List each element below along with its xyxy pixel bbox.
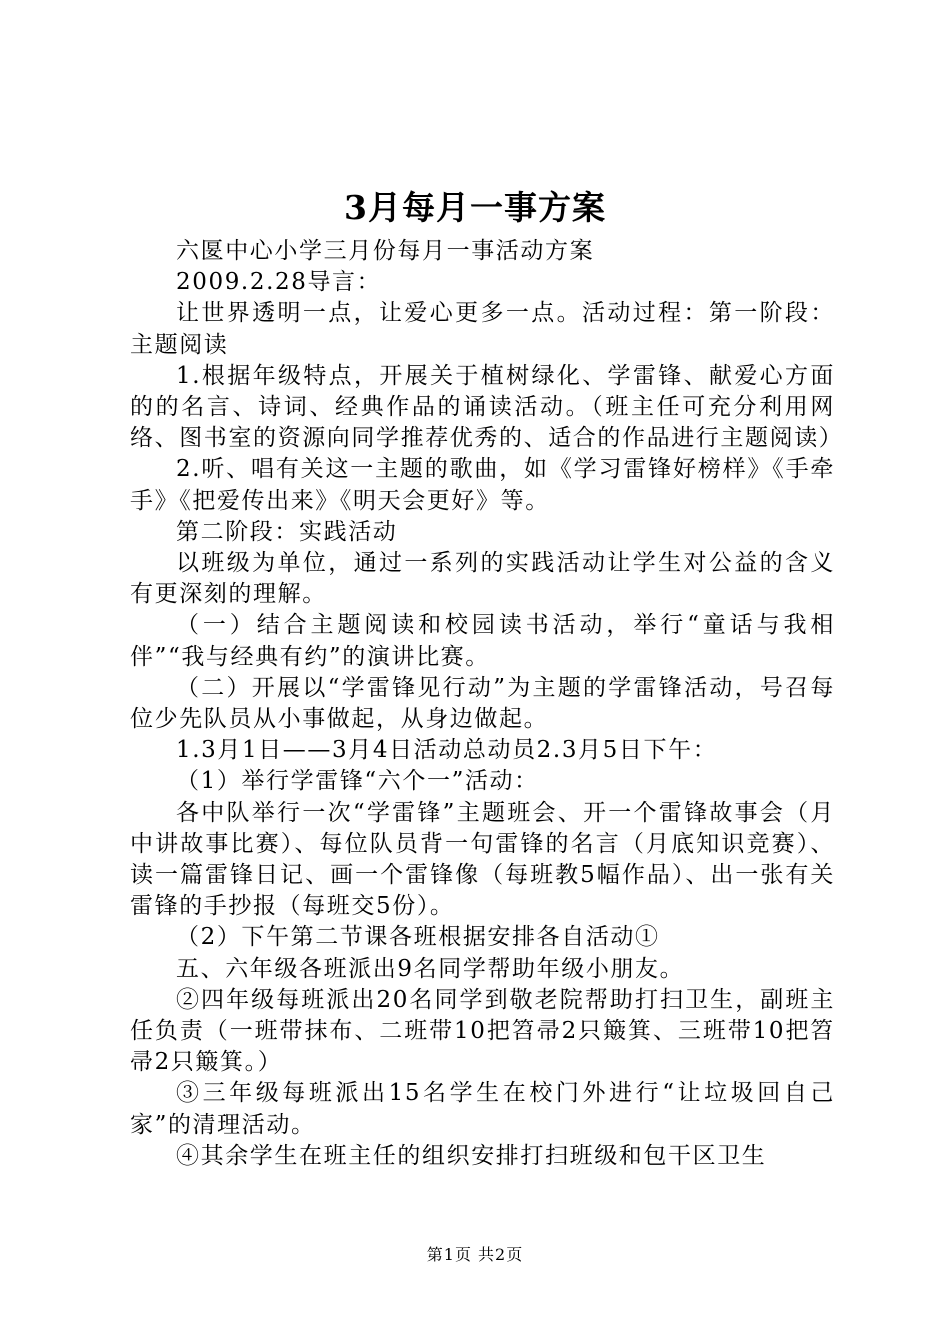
paragraph: （一）结合主题阅读和校园读书活动，举行“童话与我相伴”“我与经典有约”的演讲比赛。: [130, 612, 835, 670]
paragraph: 2.听、唱有关这一主题的歌曲，如《学习雷锋好榜样》《手牵手》《把爱传出来》《明天会更好》等。: [130, 456, 835, 514]
paragraph: 各中队举行一次“学雷锋”主题班会、开一个雷锋故事会（月中讲故事比赛）、每位队员背一句雷锋的名言（月底知识竞赛）、读一篇雷锋日记、画一个雷锋像（每班教5幅作品）、出一张有关雷锋的手抄报（每班交5份）。: [130, 799, 835, 920]
page-title: 3月每月一事方案: [344, 188, 606, 227]
paragraph: （二）开展以“学雷锋见行动”为主题的学雷锋活动，号召每位少先队员从小事做起，从身边做起。: [130, 674, 835, 733]
paragraph: 第二阶段：实践活动: [176, 518, 398, 545]
paragraph: ②四年级每班派出20名同学到敬老院帮助打扫卫生，副班主任负责（一班带抹布、二班带10把笤帚2只簸箕、三班带10把笤帚2只簸箕。）: [130, 986, 835, 1076]
paragraph: 五、六年级各班派出9名同学帮助年级小朋友。: [176, 955, 685, 982]
paragraph: 1.3月1日——3月4日活动总动员2.3月5日下午：: [176, 737, 718, 764]
paragraph: 让世界透明一点，让爱心更多一点。活动过程：第一阶段：主题阅读: [130, 300, 835, 358]
paragraph: ④其余学生在班主任的组织安排打扫班级和包干区卫生: [176, 1142, 767, 1169]
paragraph: （1）举行学雷锋“六个一”活动：: [176, 768, 539, 795]
page-footer: 第1页 共2页: [426, 1245, 524, 1264]
document-body: [130, 236, 844, 1172]
paragraph: 以班级为单位，通过一系列的实践活动让学生对公益的含义有更深刻的理解。: [130, 550, 835, 608]
paragraph: （2）下午第二节课各班根据安排各自活动①: [176, 924, 660, 951]
paragraph: 六匽中心小学三月份每月一事活动方案: [176, 238, 595, 264]
paragraph: 2009.2.28导言：: [176, 269, 382, 296]
paragraph: ③三年级每班派出15名学生在校门外进行“让垃圾回自己家”的清理活动。: [130, 1080, 835, 1138]
paragraph: 1.根据年级特点，开展关于植树绿化、学雷锋、献爱心方面的的名言、诗词、经典作品的诵读活动。（班主任可充分利用网络、图书室的资源向同学推荐优秀的、适合的作品进行主题阅读）: [130, 362, 844, 452]
